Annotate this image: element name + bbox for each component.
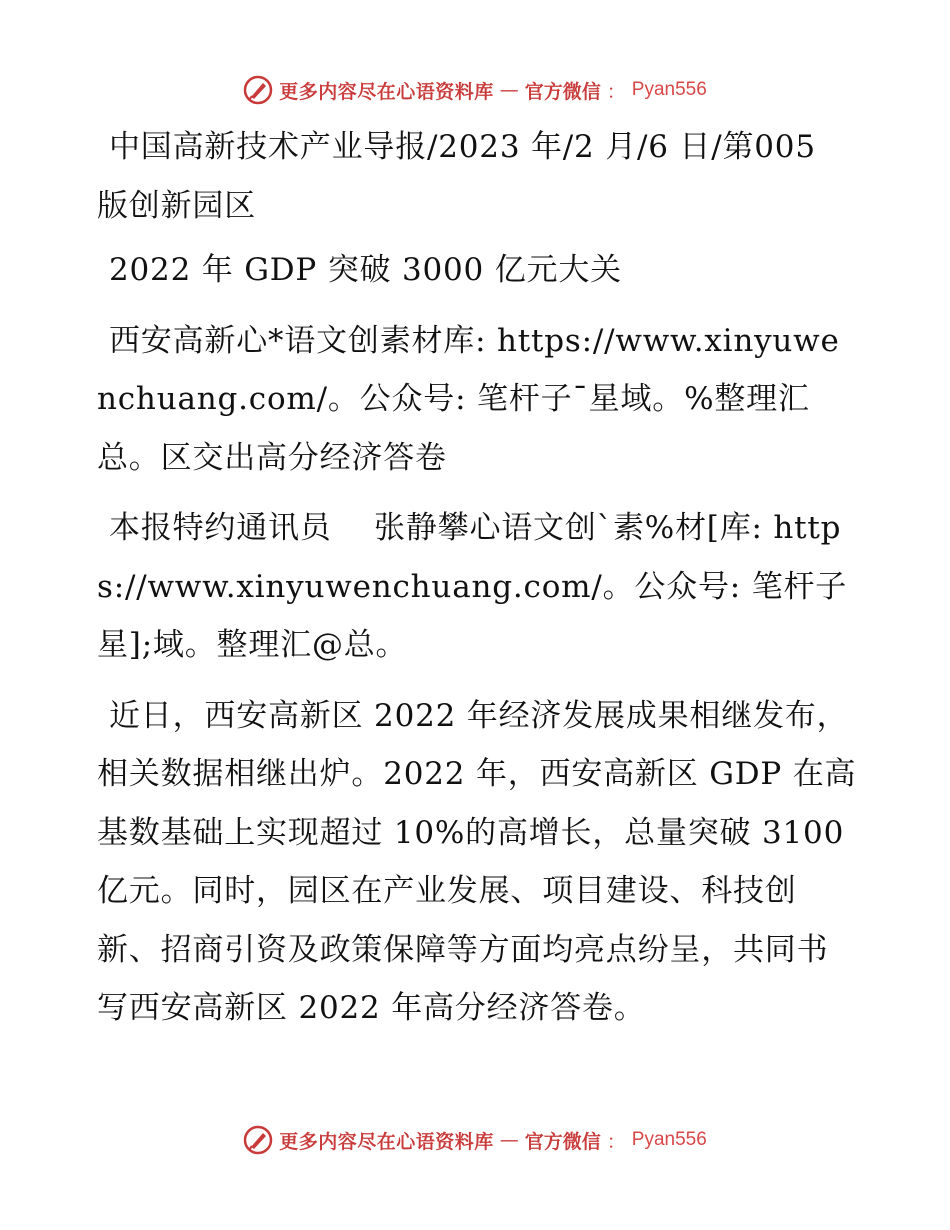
watermark-wechat-id: Pyan556	[631, 79, 707, 100]
bottom-watermark-banner	[0, 1120, 950, 1160]
watermark-text: 更多内容尽在心语资料库	[279, 1130, 494, 1153]
body-paragraph: 近日，西安高新区 2022 年经济发展成果相继发布，相关数据相继出炉。2022 年，西安高新区 GDP 在高基数基础上实现超过 10%的高增长，总量突破 3100 亿元。同时，园区在产业发展、项目建设、科技创新、招商引资及政策保障等方面均亮点纷呈，共同书写西安高新区 2022 年高分经济答卷。	[97, 697, 857, 1026]
noise-line: 西安高新心*语文创素材库: https://www.xinyuwenchuang.com/。公众号: 笔杆子¯星域。%整理汇总。区交出高分经济答卷	[97, 322, 840, 476]
watermark-wechat-id: Pyan556	[631, 1129, 707, 1150]
headline: 2022 年 GDP 突破 3000 亿元大关	[109, 252, 622, 288]
quill-pen-icon	[243, 75, 273, 105]
watermark-text: 更多内容尽在心语资料库	[279, 80, 494, 103]
watermark-official-label: 官方微信	[524, 1130, 601, 1153]
watermark-dash: —	[499, 1129, 519, 1151]
top-watermark-banner	[0, 70, 950, 110]
watermark-colon: ：	[606, 1130, 626, 1153]
watermark-official-label: 官方微信	[524, 80, 601, 103]
watermark-dash: —	[499, 79, 519, 101]
byline: 本报特约通讯员 张静攀心语文创`素%材[库: https://www.xinyuwenchuang.com/。公众号: 笔杆子星];域。整理汇@总。	[97, 510, 848, 663]
source-line: 中国高新技术产业导报/2023 年/2 月/6 日/第005 版创新园区	[97, 129, 816, 224]
watermark-colon: ：	[606, 80, 626, 103]
quill-pen-icon	[243, 1125, 273, 1155]
article-content	[97, 118, 857, 1050]
